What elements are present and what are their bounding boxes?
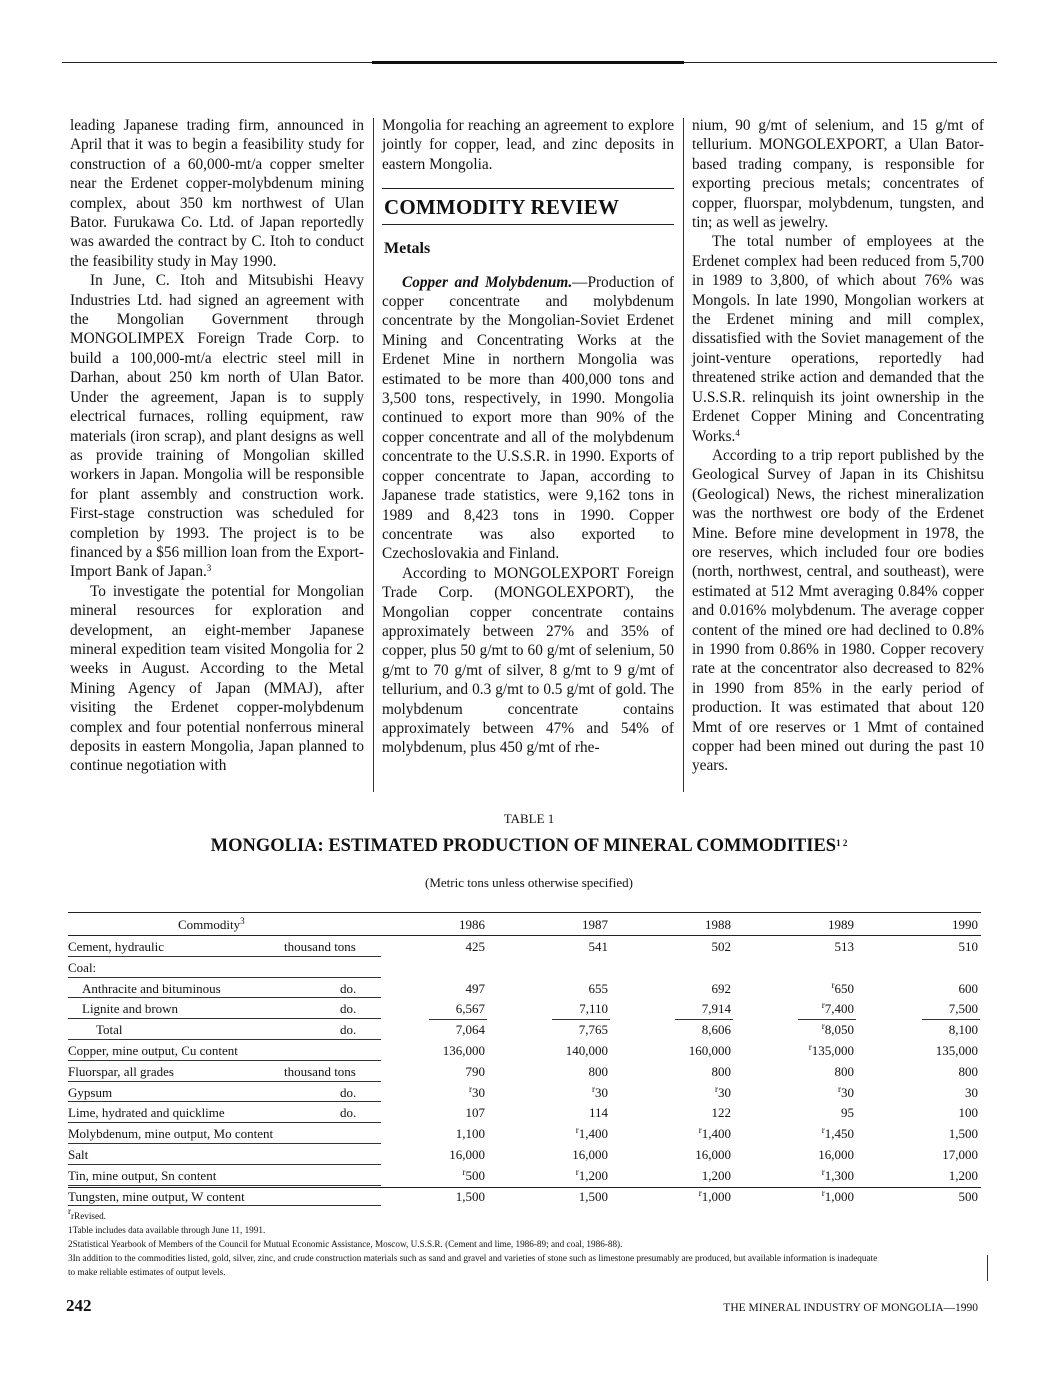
run-in-heading: Copper and Molybdenum. xyxy=(402,273,573,291)
value-cell: 600 xyxy=(958,980,978,996)
paragraph-text: In June, C. Itoh and Mitsubishi Heavy Industries Ltd. had signed an agreement with the Mongolian Government through MONGOLIMPEX Foreign Trade Corp. to build a 100,000-mt/a electric steel mill in Darhan, about 250 km north of Ulan Bator. Under the agreement, Japan is to supply electrical furnaces, rolling equipment, raw materials (iron scrap), and plant designs as well as provide training of Mongolian skilled workers in Japan. Mongolia will be responsible for plant assembly and construction work. First-stage construction was scheduled for completion by 1993. The project is to be financed by a $56 million loan from the Export-Import Bank of Japan. xyxy=(70,272,364,581)
value-cell: 1,500 xyxy=(455,1188,485,1204)
value-cell: 140,000 xyxy=(565,1042,608,1058)
value-text: 1,400 xyxy=(701,1126,731,1142)
note: $^r$rRevised. xyxy=(68,1206,106,1221)
value-cell xyxy=(538,1126,608,1142)
row-rule xyxy=(68,1205,381,1206)
commodity-name: Lime, hydrated and quicklime xyxy=(68,1105,225,1121)
value-cell: 497 xyxy=(465,980,485,996)
paragraph: According to a trip report published by the Geological Survey of Japan in its Chishitsu (Geological) News, the richest mineralization was the northwest ore body of the Erdenet Mine. Before mine development in 1978, the ore reserves, which included four ore bodies (north, northwest, central, and southeast), were estimated at 512 Mmt averaging 0.84% copper and 0.016% molybdenum. The average copper content of the mined ore had declined to 0.8% in 1990 from 0.86% in 1980. Copper recovery rate at the concentrator also decreased to 82% in 1990 from 85% in the early period of production. It was estimated that about 120 Mmt of ore reserves or 1 Mmt of contained copper had been mined out during the past 10 years. xyxy=(692,446,984,775)
revised-mark: r xyxy=(821,1000,825,1011)
unit-label: do. xyxy=(340,1001,357,1017)
footnote-ref: 1 2 xyxy=(836,838,848,848)
value-cell: 100 xyxy=(958,1105,978,1121)
value-cell: 510 xyxy=(958,939,978,954)
note-text: 1Table includes data available through June 11, 1991. xyxy=(68,1225,266,1235)
value-text: 500 xyxy=(465,1167,485,1183)
subsection-title: Metals xyxy=(384,240,431,258)
paragraph: According to MONGOLEXPORT Foreign Trade Corp. (MONGOLEXPORT), the Mongolian copper concentrate contains approximately between 27% and 35% of copper, plus 50 g/mt to 60 g/mt of selenium, 50 g/mt to 70 g/mt of silver, 8 g/mt to 9 g/mt of tellurium, and 0.3 g/mt to 0.5 g/mt of gold. The molybdenum concentrate contains approximately between 47% and 54% of molybdenum, plus 450 g/mt of rhe- xyxy=(382,564,674,757)
commodity-name: Copper, mine output, Cu content xyxy=(68,1042,238,1058)
revised-mark: r xyxy=(821,1021,825,1032)
value-cell: 17,000 xyxy=(942,1146,978,1162)
value-text: 1,450 xyxy=(824,1126,854,1142)
note-text: rRevised. xyxy=(71,1211,106,1221)
year-header: 1986 xyxy=(459,917,485,932)
revised-mark: r xyxy=(808,1041,812,1052)
note xyxy=(68,1251,988,1265)
table-units: (Metric tons unless otherwise specified) xyxy=(425,875,633,890)
value-cell xyxy=(784,1168,854,1184)
column-divider xyxy=(373,118,374,792)
value-text: 1,000 xyxy=(701,1188,731,1204)
footnote-ref: 3 xyxy=(240,916,245,926)
table-row xyxy=(68,1186,981,1207)
revised-mark: r xyxy=(698,1187,702,1198)
table-caption: TABLE 1 xyxy=(503,811,555,826)
value-cell xyxy=(784,1085,854,1101)
year-header: 1987 xyxy=(582,917,608,932)
value-cell: 500 xyxy=(958,1188,978,1204)
commodity-name: Cement, hydraulic xyxy=(68,939,165,954)
table-header-row xyxy=(68,914,981,936)
unit-label: thousand tons xyxy=(284,1063,356,1079)
revised-mark: r xyxy=(698,1125,702,1136)
unit-label: do. xyxy=(340,980,357,996)
unit-label: do. xyxy=(340,1105,357,1121)
value-cell: 790 xyxy=(465,1063,485,1079)
paragraph: To investigate the potential for Mongolian mineral resources for exploration and development, an eight-member Japanese mineral expedition team visited Mongolia for 2 weeks in August. According to the Metal Mining Agency of Japan (MMAJ), after visiting the Erdenet copper-molybdenum complex and four potential nonferrous mineral deposits in eastern Mongolia, Japan planned to continue negotiation with xyxy=(70,582,364,775)
note xyxy=(68,1265,988,1279)
value-cell xyxy=(661,1189,731,1205)
table-row xyxy=(68,1082,981,1103)
value-cell: 135,000 xyxy=(935,1042,978,1058)
paragraph: leading Japanese trading firm, announced in April that it was to begin a feasibility study for construction of a 60,000-mt/a copper smelter near the Erdenet copper-molybdenum mining complex, about 350 km northwest of Ulan Bator. Furukawa Co. Ltd. of Japan reportedly was awarded the contract by C. Itoh to conduct the feasibility study in May 1990. xyxy=(70,117,364,270)
value-cell: 16,000 xyxy=(572,1146,608,1162)
paragraph xyxy=(382,273,674,564)
value-cell: 7,500 xyxy=(948,1001,978,1017)
value-cell: 30 xyxy=(965,1084,978,1100)
commodity-name: Gypsum xyxy=(68,1084,113,1100)
value-text: 1,000 xyxy=(824,1188,854,1204)
commodity-name: Tin, mine output, Sn content xyxy=(68,1167,217,1183)
paragraph-text: The total number of employees at the Erdenet complex had been reduced from 5,700 in 1989 to 3,800, of which about 76% was Mongols. In late 1990, Mongolian workers at the Erdenet mining and mill complex, dissatisfied with the Soviet management of the joint-venture operations, reportedly had threatened strike action and demanded that the U.S.S.R. relinquish its joint ownership in the Erdenet Copper Mining and Concentrating Works. xyxy=(692,233,984,445)
table-bottom-rule xyxy=(68,1187,981,1188)
column-1 xyxy=(70,116,364,776)
value-cell: 692 xyxy=(711,980,731,996)
note-text: to make reliable estimates of output levels. xyxy=(68,1267,226,1277)
value-cell: 107 xyxy=(465,1105,485,1121)
commodity-name: Molybdenum, mine output, Mo content xyxy=(68,1126,274,1142)
table-title xyxy=(0,836,1058,857)
table-row xyxy=(68,957,981,978)
value-cell xyxy=(784,981,854,997)
revised-mark: r xyxy=(575,1166,579,1177)
table-top-rule xyxy=(68,912,981,913)
paragraph-text: —Production of copper concentrate and molybdenum concentrate by the Mongolian-Soviet Erdenet Mining and Concentrating Works at the Erdenet Mine in northern Mongolia was estimated to be more than 400,000 tons and 3,500 tons, respectively, in 1990. Mongolia continued to export more than 90% of the copper concentrate and all of the molybdenum concentrate to the U.S.S.R. in 1990. Exports of copper concentrate to Japan, according to Japanese trade statistics, were 9,162 tons in 1989 and 8,423 tons in 1990. Copper concentrate was also exported to Czechoslovakia and Finland. xyxy=(382,273,674,563)
value-cell: 800 xyxy=(588,1063,608,1079)
table-row xyxy=(68,1040,981,1061)
value-cell: 800 xyxy=(958,1063,978,1079)
header-label: Commodity xyxy=(178,917,241,932)
table-row xyxy=(68,998,981,1019)
value-cell: 1,200 xyxy=(701,1167,731,1183)
commodity-header xyxy=(178,917,245,933)
value-cell: 7,064 xyxy=(455,1022,485,1038)
value-cell xyxy=(415,1168,485,1184)
unit-label: do. xyxy=(340,1022,357,1038)
value-text: 30 xyxy=(841,1084,854,1100)
paragraph xyxy=(70,271,364,582)
value-cell: 502 xyxy=(711,939,731,954)
year-header: 1988 xyxy=(705,917,731,932)
value-text: 30 xyxy=(595,1084,608,1100)
value-text: 650 xyxy=(834,980,854,996)
revised-mark: r xyxy=(821,1166,825,1177)
value-cell: 1,100 xyxy=(455,1126,485,1142)
note xyxy=(68,1223,988,1237)
value-text: 1,200 xyxy=(578,1167,608,1183)
commodity-name: Total xyxy=(96,1022,123,1038)
running-footer: THE MINERAL INDUSTRY OF MONGOLIA—1990 xyxy=(723,1302,978,1314)
top-rule-accent xyxy=(372,61,684,64)
value-cell: 114 xyxy=(588,1105,608,1121)
commodity-name: Coal: xyxy=(68,959,97,975)
table-row xyxy=(68,978,981,999)
section-rule xyxy=(382,224,674,225)
table-row xyxy=(68,1144,981,1165)
commodity-name: Lignite and brown xyxy=(82,1001,179,1017)
value-cell: 7,914 xyxy=(701,1001,731,1017)
year-header: 1989 xyxy=(828,917,854,932)
value-cell: 800 xyxy=(834,1063,854,1079)
value-cell: 8,100 xyxy=(948,1022,978,1038)
value-cell xyxy=(415,1085,485,1101)
value-cell: 122 xyxy=(711,1105,731,1121)
value-cell: 160,000 xyxy=(688,1042,731,1058)
value-cell: 1,500 xyxy=(578,1188,608,1204)
table-row xyxy=(68,1123,981,1144)
section-title: COMMODITY REVIEW xyxy=(384,195,620,220)
commodity-name: Anthracite and bituminous xyxy=(82,980,221,996)
revised-mark: r xyxy=(821,1125,825,1136)
column-3 xyxy=(692,116,984,776)
value-cell xyxy=(784,1022,854,1038)
value-cell: 655 xyxy=(588,980,608,996)
revised-mark: r xyxy=(592,1083,595,1094)
table-notes xyxy=(68,1206,988,1279)
revised-mark: r xyxy=(469,1083,472,1094)
value-cell: 95 xyxy=(841,1105,854,1121)
value-text: 1,400 xyxy=(578,1126,608,1142)
value-cell: 513 xyxy=(834,939,854,954)
value-cell xyxy=(784,1126,854,1142)
unit-label: do. xyxy=(340,1084,357,1100)
table-row xyxy=(68,1019,981,1040)
value-cell: 7,765 xyxy=(578,1022,608,1038)
footnote-ref: 3 xyxy=(206,563,212,574)
commodity-name: Salt xyxy=(68,1146,89,1162)
value-text: 7,400 xyxy=(824,1001,854,1017)
value-text: 30 xyxy=(472,1084,485,1100)
commodity-name: Fluorspar, all grades xyxy=(68,1063,174,1079)
value-cell xyxy=(784,1043,854,1059)
table-body xyxy=(68,936,981,1206)
value-cell xyxy=(784,1189,854,1205)
table-row xyxy=(68,936,981,957)
revised-mark: r xyxy=(831,979,835,990)
table-row xyxy=(68,1165,981,1186)
value-text: 1,300 xyxy=(824,1167,854,1183)
table-row xyxy=(68,1102,981,1123)
production-table xyxy=(68,914,981,1206)
revised-mark: r xyxy=(838,1083,841,1094)
paragraph xyxy=(692,232,984,445)
commodity-name: Tungsten, mine output, W content xyxy=(68,1188,245,1204)
table-title-text: MONGOLIA: ESTIMATED PRODUCTION OF MINERAL COMMODITIES xyxy=(210,836,837,856)
value-cell xyxy=(538,1168,608,1184)
year-header: 1990 xyxy=(952,917,978,932)
value-cell xyxy=(661,1085,731,1101)
value-cell: 6,567 xyxy=(455,1001,485,1017)
value-cell xyxy=(661,1126,731,1142)
value-cell xyxy=(784,1001,854,1017)
value-cell: 541 xyxy=(588,939,608,954)
paragraph: Mongolia for reaching an agreement to explore jointly for copper, lead, and zinc deposits in eastern Mongolia. xyxy=(382,117,674,173)
table-row xyxy=(68,1061,981,1082)
value-text: 30 xyxy=(718,1084,731,1100)
value-cell: 425 xyxy=(465,939,485,954)
value-text: 135,000 xyxy=(811,1042,854,1058)
revised-mark: r xyxy=(821,1187,825,1198)
value-cell: 800 xyxy=(711,1063,731,1079)
value-cell: 8,606 xyxy=(701,1022,731,1038)
revised-mark: r xyxy=(575,1125,579,1136)
revised-mark: r xyxy=(462,1166,466,1177)
note-text: 3In addition to the commodities listed, gold, silver, zinc, and crude construction materials such as sand and gravel and varieties of stone such as limestone presumably are produced, but available information is inadequate xyxy=(68,1253,878,1263)
column-divider xyxy=(683,118,684,792)
page-number: 242 xyxy=(66,1296,92,1315)
value-cell: 16,000 xyxy=(818,1146,854,1162)
note xyxy=(68,1237,988,1251)
value-cell xyxy=(538,1085,608,1101)
revised-mark: r xyxy=(715,1083,718,1094)
unit-label: thousand tons xyxy=(284,939,356,954)
note-text: 2Statistical Yearbook of Members of the Council for Mutual Economic Assistance, Moscow, U.S.S.R. (Cement and lime, 1986-89; and coal, 1986-88). xyxy=(68,1239,623,1249)
value-cell: 1,200 xyxy=(948,1167,978,1183)
paragraph: nium, 90 g/mt of selenium, and 15 g/mt of tellurium. MONGOLEXPORT, a Ulan Bator-based trading company, is responsible for exporting precious metals; concentrates of copper, fluorspar, molybdenum, tungsten, and tin; as well as jewelry. xyxy=(692,117,984,232)
footnote-ref: 4 xyxy=(735,427,740,438)
value-cell: 7,110 xyxy=(579,1001,608,1017)
value-cell: 16,000 xyxy=(449,1146,485,1162)
column-2 xyxy=(382,116,674,758)
value-text: 8,050 xyxy=(824,1022,854,1038)
value-cell: 1,500 xyxy=(948,1126,978,1142)
value-cell: 136,000 xyxy=(442,1042,485,1058)
value-cell: 16,000 xyxy=(695,1146,731,1162)
margin-rule xyxy=(987,1255,988,1281)
